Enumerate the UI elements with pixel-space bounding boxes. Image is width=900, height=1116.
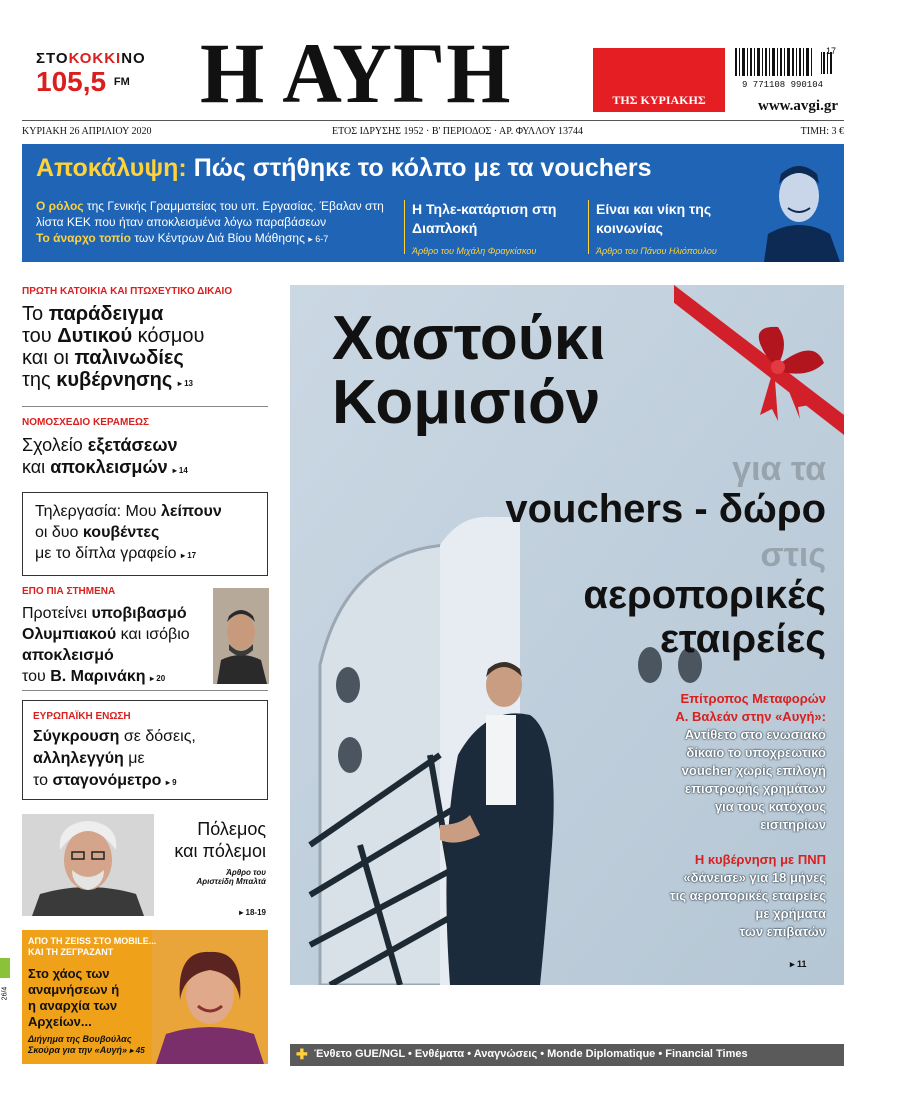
banner-col-2 bbox=[412, 200, 582, 261]
newspaper-title: Η ΑΥΓΗ bbox=[200, 25, 512, 121]
story-text-bold: λείπουν bbox=[160, 503, 222, 520]
inserts-bar[interactable] bbox=[290, 1044, 844, 1066]
portrait-photo bbox=[754, 144, 844, 262]
col2-byline: Άρθρο του Μιχάλη Φραγκίσκου bbox=[412, 246, 537, 256]
side-tab bbox=[0, 958, 10, 978]
inserts-list: Ένθετο GUE/NGL • Ενθέματα • Αναγνώσεις • Monde Diplomatique • Financial Times bbox=[314, 1048, 748, 1060]
side-note-red: Α. Βαλεάν στην «Αυγή»: bbox=[675, 709, 826, 724]
lead-ref: ▸ 6-7 bbox=[308, 234, 329, 244]
story-text: του bbox=[22, 668, 51, 685]
subhead-line-3: στις bbox=[760, 536, 826, 574]
story-4[interactable] bbox=[22, 586, 212, 689]
subhead-line-2: vouchers - δώρο bbox=[505, 487, 826, 531]
page-ref: ▸ 9 bbox=[165, 778, 177, 787]
edition-label: ΤΗΣ ΚΥΡΙΑΚΗΣ bbox=[612, 93, 706, 107]
baltas-photo bbox=[22, 814, 154, 916]
side-note-text: «δάνεισε» για 18 μήνες bbox=[683, 870, 826, 885]
main-headline bbox=[332, 304, 606, 437]
story-text: Προτείνει bbox=[22, 605, 92, 622]
story-1-kicker: ΠΡΩΤΗ ΚΑΤΟΙΚΙΑ ΚΑΙ ΠΤΩΧΕΥΤΙΚΟ ΔΙΚΑΙΟ bbox=[22, 286, 233, 297]
banner-headline-prefix: Αποκάλυψη: bbox=[36, 154, 187, 182]
story-text: Τηλεργασία: Μου bbox=[35, 503, 161, 520]
story-5[interactable] bbox=[22, 700, 268, 800]
page-ref: ▸ 14 bbox=[172, 466, 188, 475]
page-ref: ▸ 13 bbox=[177, 379, 193, 388]
story-text: κόσμου bbox=[132, 325, 205, 347]
side-note-1 bbox=[675, 690, 826, 834]
side-note-2 bbox=[670, 851, 826, 941]
main-headline-line-2: Κομισιόν bbox=[332, 368, 601, 437]
side-note-text: τις αεροπορικές εταιρείες bbox=[669, 888, 826, 903]
marinakis-photo bbox=[213, 588, 269, 684]
radio-ad bbox=[36, 50, 160, 97]
story-text: και οι bbox=[22, 347, 75, 369]
radio-band: FM bbox=[113, 76, 130, 88]
radio-brand-3: ΝΟ bbox=[121, 50, 146, 67]
banner-divider bbox=[404, 200, 405, 254]
story-text-bold: κυβέρνησης bbox=[56, 369, 173, 391]
story-text: οι δυο bbox=[35, 524, 83, 541]
side-note-text: επιστροφής χρημάτων bbox=[684, 781, 826, 796]
side-note-text: των επιβατών bbox=[739, 924, 826, 939]
main-story[interactable] bbox=[290, 285, 844, 985]
side-note-red: Επίτροπος Μεταφορών bbox=[680, 691, 826, 706]
story-5-kicker: ΕΥΡΩΠΑΪΚΗ ΕΝΩΣΗ bbox=[33, 711, 131, 722]
story-6[interactable] bbox=[156, 818, 266, 917]
story-6-line-2: και πόλεμοι bbox=[174, 841, 266, 861]
founding-info: ΕΤΟΣ ΙΔΡΥΣΗΣ 1952 · Β' ΠΕΡΙΟΔΟΣ · ΑΡ. ΦΥΛΛΟΥ 13744 bbox=[332, 126, 584, 137]
banner-headline-text: Πώς στήθηκε το κόλπο με τα vouchers bbox=[193, 154, 652, 182]
story-text: Σχολείο bbox=[22, 435, 88, 455]
col3-title: Είναι και νίκη της κοινωνίας bbox=[596, 201, 712, 236]
divider bbox=[22, 406, 268, 407]
story-text-bold: Ολυμπιακού bbox=[22, 626, 117, 643]
divider bbox=[22, 690, 268, 691]
lead-bold-2: Το άναρχο τοπίο bbox=[36, 231, 131, 245]
story-text-bold: αποκλεισμό bbox=[22, 647, 114, 664]
plus-icon: ✚ bbox=[296, 1046, 308, 1062]
story-6-byline-1: Άρθρο του bbox=[226, 868, 266, 877]
story-text-bold: κουβέντες bbox=[82, 524, 160, 541]
story-text-bold: αποκλεισμών bbox=[50, 457, 168, 477]
page-ref: ▸ 17 bbox=[180, 551, 197, 560]
banner-col-3 bbox=[596, 200, 756, 261]
subhead-line-5: εταιρείες bbox=[659, 617, 826, 661]
story-2-kicker: ΝΟΜΟΣΧΕΔΙΟ ΚΕΡΑΜΕΩΣ bbox=[22, 417, 150, 428]
side-note-text: voucher χωρίς επιλογή bbox=[681, 763, 826, 778]
page-ref: ▸ 45 bbox=[129, 1046, 145, 1055]
story-7-line-2: αναμνήσεων ή bbox=[28, 982, 120, 997]
story-text-bold: Δυτικού bbox=[57, 325, 133, 347]
main-headline-line-1: Χαστούκι bbox=[332, 304, 606, 373]
story-1[interactable] bbox=[22, 286, 268, 395]
banner-divider bbox=[588, 200, 589, 254]
website-link[interactable]: www.avgi.gr bbox=[758, 98, 838, 114]
subhead-line-1: για τα bbox=[732, 450, 826, 488]
lead-text-1: της Γενικής Γραμματείας του υπ. Εργασίας. Έβαλαν στη λίστα ΚΕΚ που ήταν αποκλεισμένα λόγω παραβάσεων bbox=[36, 199, 384, 229]
story-text: της bbox=[22, 369, 57, 391]
story-text: και bbox=[22, 457, 51, 477]
story-7-line-3: η αναρχία των bbox=[28, 998, 118, 1013]
story-7-line-4: Αρχείων... bbox=[28, 1014, 92, 1029]
story-text: με bbox=[123, 750, 145, 767]
story-text-bold: αλληλεγγύη bbox=[33, 750, 124, 767]
story-text-bold: σταγονόμετρο bbox=[52, 772, 162, 789]
col3-byline: Άρθρο του Πάνου Ηλιόπουλου bbox=[596, 246, 717, 256]
issue-code: 17 bbox=[826, 46, 837, 56]
story-text-bold: εξετάσεων bbox=[87, 435, 178, 455]
banner-lead bbox=[36, 198, 406, 247]
radio-brand-1: ΣΤΟ bbox=[36, 50, 69, 67]
story-3[interactable] bbox=[22, 492, 268, 576]
story-7-byline-1: Διήγημα της Βουβούλας bbox=[28, 1034, 132, 1044]
story-7[interactable] bbox=[22, 930, 268, 1064]
side-note-red: Η κυβέρνηση με ΠΝΠ bbox=[694, 852, 826, 867]
story-2[interactable] bbox=[22, 417, 268, 482]
barcode-icon bbox=[735, 48, 835, 76]
lead-bold-1: Ο ρόλος bbox=[36, 199, 84, 213]
story-text: σε δόσεις, bbox=[119, 728, 196, 745]
story-text-bold: Σύγκρουση bbox=[33, 728, 120, 745]
page-ref: ▸ 18-19 bbox=[239, 908, 266, 917]
story-7-line-1: Στο χάος των bbox=[28, 966, 110, 981]
radio-brand-2: ΚΟΚΚΙ bbox=[68, 50, 122, 67]
side-note-text: για τους κατόχους bbox=[714, 799, 826, 814]
banner-headline bbox=[36, 154, 652, 183]
dateline bbox=[22, 120, 844, 139]
page-ref: ▸ 11 bbox=[790, 959, 807, 969]
story-text-bold: παλινωδίες bbox=[74, 347, 184, 369]
side-note-text: δίκαιο το υποχρεωτικό bbox=[686, 745, 826, 760]
story-text: με το δίπλα γραφείο bbox=[35, 545, 177, 562]
story-text-bold: Β. Μαρινάκη bbox=[50, 668, 146, 685]
side-date: 26/4 bbox=[1, 986, 9, 1001]
story-text-bold: παράδειγμα bbox=[48, 303, 164, 325]
story-7-kicker-2: ΚΑΙ ΤΗ ΖΕΓΡΑΖΑΝΤ bbox=[28, 947, 114, 957]
side-note-text: Αντίθετο στο ενωσιακό bbox=[684, 727, 826, 742]
story-7-kicker-1: ΑΠΟ ΤΗ ZEISS ΣΤΟ MOBILE... bbox=[28, 936, 157, 946]
story-6-line-1: Πόλεμος bbox=[197, 819, 266, 839]
ribbon-icon bbox=[674, 285, 844, 435]
barcode-number: 9 771108 990104 bbox=[742, 80, 824, 90]
top-banner[interactable] bbox=[22, 144, 844, 262]
story-4-kicker: ΕΠΟ ΠΙΑ ΣΤΗΜΕΝΑ bbox=[22, 586, 116, 597]
page-ref: ▸ 20 bbox=[150, 674, 166, 683]
sunday-edition-box bbox=[593, 48, 725, 112]
subhead-line-4: αεροπορικές bbox=[583, 573, 826, 617]
issue-date: ΚΥΡΙΑΚΗ 26 ΑΠΡΙΛΙΟΥ 2020 bbox=[22, 126, 152, 137]
story-7-byline-2: Σκούρα για την «Αυγή» bbox=[28, 1045, 128, 1055]
side-note-text: με χρήματα bbox=[755, 906, 826, 921]
radio-frequency: 105,5 bbox=[36, 66, 107, 97]
story-text: και ισόβιο bbox=[116, 626, 190, 643]
price: ΤΙΜΗ: 3 € bbox=[800, 126, 844, 137]
story-text: το bbox=[33, 772, 53, 789]
story-6-byline-2: Αριστείδη Μπαλτά bbox=[196, 877, 266, 886]
story-text: Το bbox=[22, 303, 49, 325]
side-note-text: εισιτηρίων bbox=[760, 817, 826, 832]
lead-text-2: των Κέντρων Διά Βίου Μάθησης bbox=[134, 231, 305, 245]
story-text-bold: υποβιβασμό bbox=[91, 605, 187, 622]
col2-title: Η Τηλε-κατάρτιση στη Διαπλοκή bbox=[412, 201, 557, 236]
story-text: του bbox=[22, 325, 58, 347]
